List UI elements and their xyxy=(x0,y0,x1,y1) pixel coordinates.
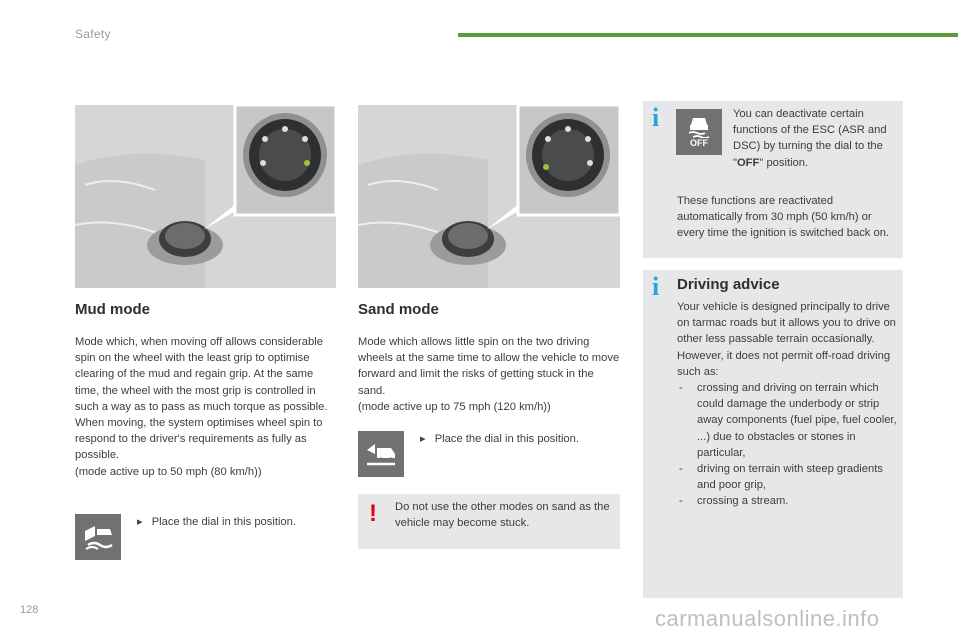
mud-paragraph: (mode active up to 50 mph (80 km/h)) xyxy=(75,465,262,478)
advice-intro: Your vehicle is designed principally to drive on tarmac roads but it allows you to drive on other less passable terrain occasionally. xyxy=(677,301,896,346)
mud-mode-icon xyxy=(75,514,121,560)
list-item: - driving on terrain with steep gradients and poor grip, xyxy=(677,461,899,493)
sand-mode-icon xyxy=(358,431,404,477)
sand-mode-title: Sand mode xyxy=(358,301,439,318)
sand-warning-text: Do not use the other modes on sand as the vehicle may become stuck. xyxy=(395,501,610,530)
sand-instruction xyxy=(420,431,579,447)
mud-mode-illustration xyxy=(75,105,336,288)
info-icon: i xyxy=(652,103,660,132)
sand-mode-description xyxy=(358,334,622,415)
esc-deactivate-text xyxy=(733,106,899,171)
esc-info-panel xyxy=(643,101,903,258)
sand-mode-illustration xyxy=(358,105,620,288)
esc-off-label: OFF xyxy=(690,138,708,148)
sand-instruction-text: Place the dial in this position. xyxy=(434,433,579,445)
mud-instruction xyxy=(137,514,296,530)
advice-list xyxy=(677,380,899,510)
esc-text-before: You can deactivate certain functions of the ESC (ASR and DSC) by turning the dial to the " xyxy=(733,108,887,169)
mud-instruction-text: Place the dial in this position. xyxy=(151,516,296,528)
section-header: Safety xyxy=(75,27,111,41)
mud-mode-title: Mud mode xyxy=(75,301,150,318)
driving-advice-title: Driving advice xyxy=(677,276,780,293)
info-icon: i xyxy=(652,272,660,301)
advice-however: However, it does not permit off-road driving such as: xyxy=(677,349,891,378)
list-item: - crossing a stream. xyxy=(677,493,899,509)
sand-paragraph: (mode active up to 75 mph (120 km/h)) xyxy=(358,400,551,413)
page-number: 128 xyxy=(20,604,39,616)
esc-car-skid-icon xyxy=(686,116,712,138)
mud-paragraph: Mode which, when moving off allows considerable spin on the wheel with the least grip to optimise clearing of the mud and regain grip. At the same time, the wheel with the most grip is controlled in such a way as to pass as much torque as possible. xyxy=(75,336,328,413)
instruction-bullet-icon: ▸ xyxy=(137,516,152,528)
esc-reactivate-text: These functions are reactivated automatically from 30 mph (50 km/h) or every time the ignition is switched back on. xyxy=(677,195,890,240)
list-item: - crossing and driving on terrain which could damage the underbody or strip away components (fuel pipe, fuel cooler, ...) due to obstacles or stones in particular, xyxy=(677,380,899,461)
driving-advice-panel xyxy=(643,270,903,598)
instruction-bullet-icon: ▸ xyxy=(420,433,435,445)
dashboard-dial-drawing xyxy=(358,105,620,288)
esc-text-after: " position. xyxy=(759,156,809,169)
sand-car-icon xyxy=(365,440,397,468)
mud-paragraph: When moving, the system optimises wheel spin to respond to the driver's requirements as fully as possible. xyxy=(75,417,323,462)
sand-paragraph: Mode which allows little spin on the two driving wheels at the same time to allow the vehicle to move forward and limit the risks of getting stuck in the sand. xyxy=(358,336,620,397)
header-accent-bar xyxy=(458,33,958,37)
mud-tyre-icon xyxy=(82,523,114,551)
mud-mode-description xyxy=(75,334,337,480)
sand-warning-box xyxy=(358,494,620,549)
esc-off-emphasis: OFF xyxy=(736,156,760,169)
dashboard-dial-drawing xyxy=(75,105,336,288)
warning-icon: ! xyxy=(369,500,377,527)
watermark: carmanualsonline.info xyxy=(655,606,880,631)
esc-off-icon xyxy=(676,109,722,155)
driving-advice-body xyxy=(677,299,899,510)
